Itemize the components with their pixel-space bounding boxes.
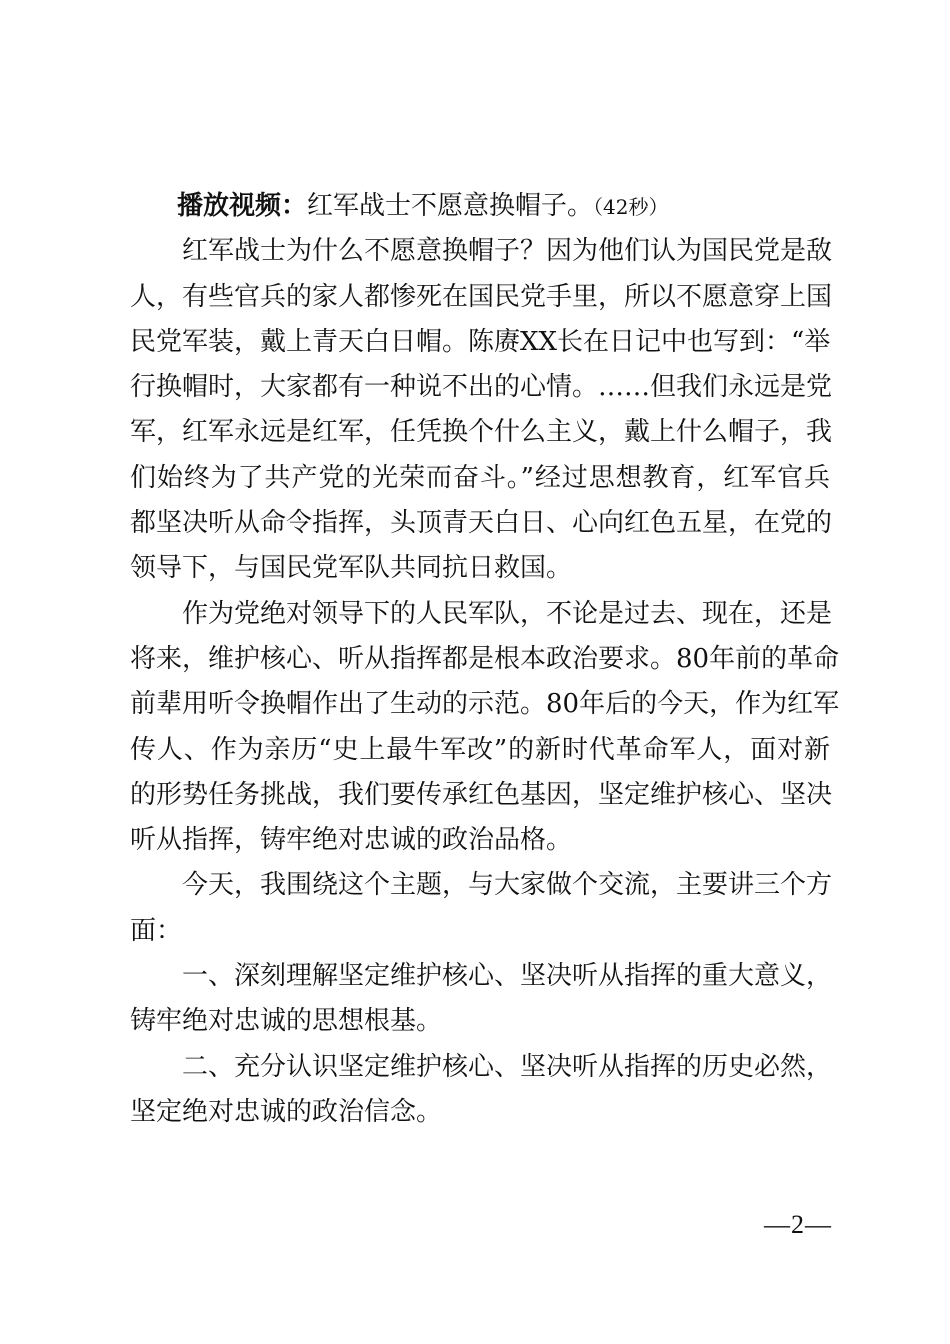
page-number: —2—: [764, 1210, 832, 1239]
paragraph-line: 今天，我围绕这个主题，与大家做个交流，主要讲三个方: [182, 870, 833, 901]
paragraph-line: 作为党绝对领导下的人民军队，不论是过去、现在，还是: [182, 598, 833, 629]
section-item-line: 铸牢绝对忠诚的思想根基。: [130, 1006, 443, 1037]
paragraph-3: [130, 863, 833, 954]
paragraph-2: [130, 592, 840, 864]
paragraph-line: 将来，维护核心、听从指挥都是根本政治要求。80年前的革命: [130, 643, 840, 674]
section-item-line: 坚定绝对忠诚的政治信念。: [130, 1096, 443, 1127]
paragraph-line: 的形势任务挑战，我们要传承红色基因，坚定维护核心、坚决: [130, 779, 833, 810]
video-title: 红军战士不愿意换帽子。: [307, 191, 594, 221]
paragraph-line: 军，红军永远是红军，任凭换个什么主义，戴上什么帽子，我: [130, 417, 833, 448]
paragraph-line: 前辈用听令换帽作出了生动的示范。80年后的今天，作为红军: [130, 689, 840, 720]
paragraph-line: 人，有些官兵的家人都惨死在国民党手里，所以不愿意穿上国: [130, 281, 833, 312]
paragraph-line: 传人、作为亲历“史上最牛军改”的新时代革命军人，面对新: [130, 734, 830, 765]
video-intro-line: [130, 184, 830, 229]
paragraph-line: 面：: [130, 915, 183, 946]
video-duration: （42秒）: [593, 195, 669, 219]
paragraph-line: 们始终为了共产党的光荣而奋斗。”经过思想教育，红军官兵: [130, 462, 830, 493]
paragraph-1: [130, 229, 833, 591]
paragraph-line: 红军战士为什么不愿意换帽子？因为他们认为国民党是敌: [182, 236, 833, 267]
document-body: [130, 184, 840, 1135]
paragraph-line: 民党军装，戴上青天白日帽。陈赓XX长在日记中也写到：“举: [130, 326, 831, 357]
paragraph-line: 听从指挥，铸牢绝对忠诚的政治品格。: [130, 825, 573, 856]
paragraph-line: 都坚决听从命令指挥，头顶青天白日、心向红色五星，在党的: [130, 508, 833, 539]
paragraph-line: 行换帽时，大家都有一种说不出的心情。……但我们永远是党: [130, 372, 833, 403]
section-item-2: [130, 1045, 833, 1136]
paragraph-line: 领导下，与国民党军队共同抗日救国。: [130, 553, 573, 584]
section-item-line: 二、充分认识坚定维护核心、坚决听从指挥的历史必然，: [182, 1051, 833, 1082]
video-label: 播放视频：: [177, 191, 308, 221]
section-item-1: [130, 954, 833, 1045]
section-item-line: 一、深刻理解坚定维护核心、坚决听从指挥的重大意义，: [182, 961, 833, 992]
